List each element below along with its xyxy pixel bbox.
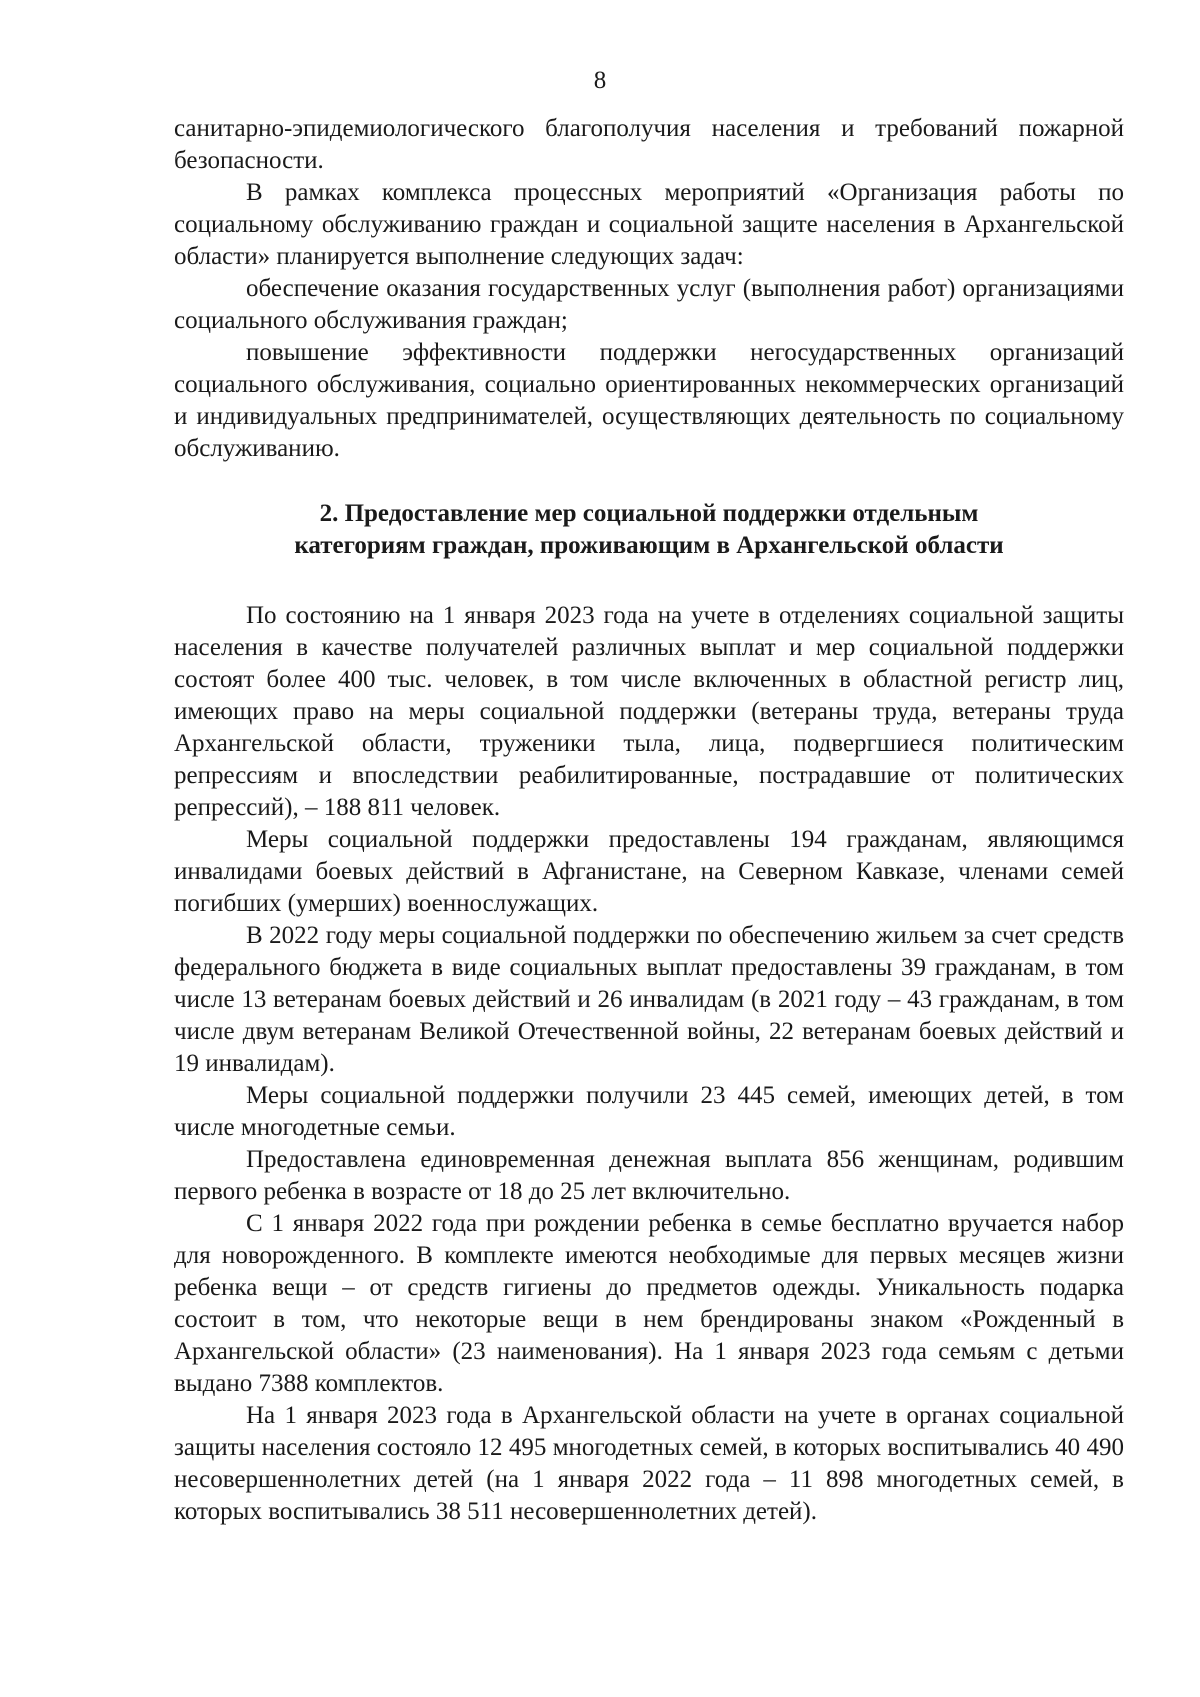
document-body	[174, 113, 1124, 1528]
page-number: 8	[593, 67, 607, 94]
paragraph-task-1: обеспечение оказания государственных услуг (выполнения работ) организациями социального обслуживания граждан;	[174, 275, 1124, 334]
paragraph-registry-stats: По состоянию на 1 января 2023 года на учете в отделениях социальной защиты населения в качестве получателей различных выплат и мер социальной поддержки состоят более 400 тыс. человек, в том числе включенных в областной регистр лиц, имеющих право на меры социальной поддержки (ветераны труда, ветераны труда Архангельской области, труженики тыла, лица, подвергшиеся политическим репрессиям и впоследствии реабилитированные, пострадавшие от политических репрессий), – 188 811 человек.	[174, 602, 1124, 821]
section-heading-line-2: категориям граждан, проживающим в Архангельской области	[294, 532, 1004, 559]
paragraph-lump-sum-payment: Предоставлена единовременная денежная выплата 856 женщинам, родившим первого ребенка в возрасте от 18 до 25 лет включительно.	[174, 1146, 1124, 1205]
paragraph-housing-support: В 2022 году меры социальной поддержки по обеспечению жильем за счет средств федерального бюджета в виде социальных выплат предоставлены 39 гражданам, в том числе 13 ветеранам боевых действий и 26 инвалидам (в 2021 году – 43 гражданам, в том числе двум ветеранам Великой Отечественной войны, 22 ветеранам боевых действий и 19 инвалидам).	[174, 922, 1124, 1077]
paragraph-newborn-kit: С 1 января 2022 года при рождении ребенка в семье бесплатно вручается набор для новорожденного. В комплекте имеются необходимые для первых месяцев жизни ребенка вещи – от средств гигиены до предметов одежды. Уникальность подарка состоит в том, что некоторые вещи в нем брендированы знаком «Рожденный в Архангельской области» (23 наименования). На 1 января 2023 года семьям с детьми выдано 7388 комплектов.	[174, 1210, 1124, 1397]
paragraph-large-families: На 1 января 2023 года в Архангельской области на учете в органах социальной защиты населения состояло 12 495 многодетных семей, в которых воспитывались 40 490 несовершеннолетних детей (на 1 января 2022 года – 11 898 многодетных семей, в которых воспитывались 38 511 несовершеннолетних детей).	[174, 1402, 1124, 1525]
section-heading	[174, 498, 1124, 562]
paragraph-program-intro: В рамках комплекса процессных мероприятий «Организация работы по социальному обслуживанию граждан и социальной защите населения в Архангельской области» планируется выполнение следующих задач:	[174, 179, 1124, 270]
paragraph-continuation: санитарно-эпидемиологического благополучия населения и требований пожарной безопасности.	[174, 115, 1124, 174]
paragraph-task-2: повышение эффективности поддержки негосударственных организаций социального обслуживания, социально ориентированных некоммерческих организаций и индивидуальных предпринимателей, осуществляющих деятельность по социальному обслуживанию.	[174, 339, 1124, 462]
section-heading-line-1: 2. Предоставление мер социальной поддержки отдельным	[319, 500, 979, 527]
paragraph-combat-invalids: Меры социальной поддержки предоставлены 194 гражданам, являющимся инвалидами боевых действий в Афганистане, на Северном Кавказе, членами семей погибших (умерших) военнослужащих.	[174, 826, 1124, 917]
paragraph-families-support: Меры социальной поддержки получили 23 445 семей, имеющих детей, в том числе многодетные семьи.	[174, 1082, 1124, 1141]
